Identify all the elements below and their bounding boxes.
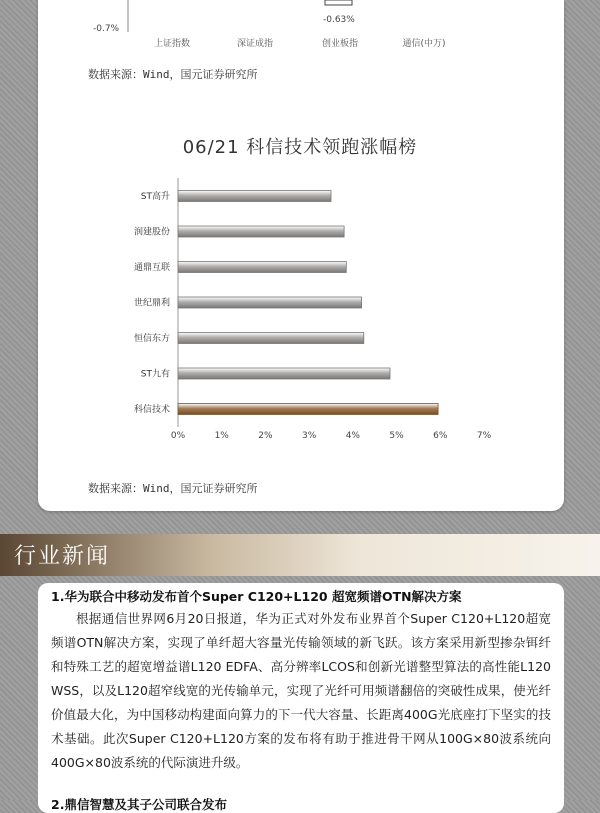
bar-chart xyxy=(134,178,492,441)
chart-title: 06/21 科信技术领跑涨幅榜 xyxy=(182,137,418,158)
category-label-4: 恒信东方 xyxy=(133,334,170,344)
bar-3 xyxy=(178,297,362,308)
news-card xyxy=(38,583,564,813)
source-note-top: 数据来源：Wind，国元证券研究所 xyxy=(88,68,258,81)
top-chart-cat-1: 深证成指 xyxy=(236,39,274,49)
category-label-2: 通鼎互联 xyxy=(133,263,170,273)
top-chart-cat-0: 上证指数 xyxy=(153,39,191,49)
bar-5 xyxy=(178,368,390,379)
x-tick-label-7: 7% xyxy=(476,431,492,441)
x-tick-label-1: 1% xyxy=(214,431,229,441)
section-title: 行业新闻 xyxy=(14,544,111,569)
top-chart-cat-3: 通信(中万) xyxy=(402,39,446,49)
bar-0 xyxy=(178,191,331,202)
top-chart-label-0: -0.7% xyxy=(93,24,120,34)
news-body: 根据通信世界网6月20日报道，华为正式对外发布业界首个Super C120+L120超宽频谱OTN解决方案，实现了单纤超大容量光传输领域的新飞跃。该方案采用新型掺杂铒纤和特殊工艺的超宽增益谱L120 EDFA、高分辨率LCOS和创新光谱整型算法的高性能L120 WSS，以及L120超窄线宽的光传输单元，实现了光纤可用频谱翻倍的突破性成果，使光纤价值最大化，为中国移动构建面向算力的下一代大容量、长距离400G光底座打下坚实的技术基础。此次Super C120+L120方案的发布将有助于推进骨干网从100G×80波系统向400G×80波系统的代际演进升级。 xyxy=(51,611,551,770)
bar-6 xyxy=(178,404,438,415)
next-news-headline: 2.鼎信智慧及其子公司联合发布 xyxy=(51,797,227,812)
category-label-1: 润建股份 xyxy=(133,227,170,238)
x-tick-label-0: 0% xyxy=(170,431,186,441)
news-headline: 1.华为联合中移动发布首个Super C120+L120 超宽频谱OTN解决方案 xyxy=(51,589,462,604)
category-label-6: 科信技术 xyxy=(133,405,170,415)
x-tick-label-6: 6% xyxy=(433,431,448,441)
x-tick-label-4: 4% xyxy=(345,431,360,441)
category-label-0: ST高升 xyxy=(140,192,170,202)
top-chart-cat-2: 创业板指 xyxy=(321,39,359,49)
x-tick-label-3: 3% xyxy=(302,431,317,441)
category-label-5: ST九有 xyxy=(140,369,170,380)
category-label-3: 世纪鼎利 xyxy=(133,298,170,309)
section-banner xyxy=(0,534,600,576)
bar-4 xyxy=(178,333,364,344)
source-note-bottom: 数据来源：Wind，国元证券研究所 xyxy=(88,482,258,495)
bar-2 xyxy=(178,262,346,273)
x-tick-label-5: 5% xyxy=(389,431,404,441)
top-chart-label-1: -0.63% xyxy=(323,15,355,25)
top-chart-bar xyxy=(325,0,352,5)
bar-1 xyxy=(178,226,344,237)
x-tick-label-2: 2% xyxy=(258,431,273,441)
